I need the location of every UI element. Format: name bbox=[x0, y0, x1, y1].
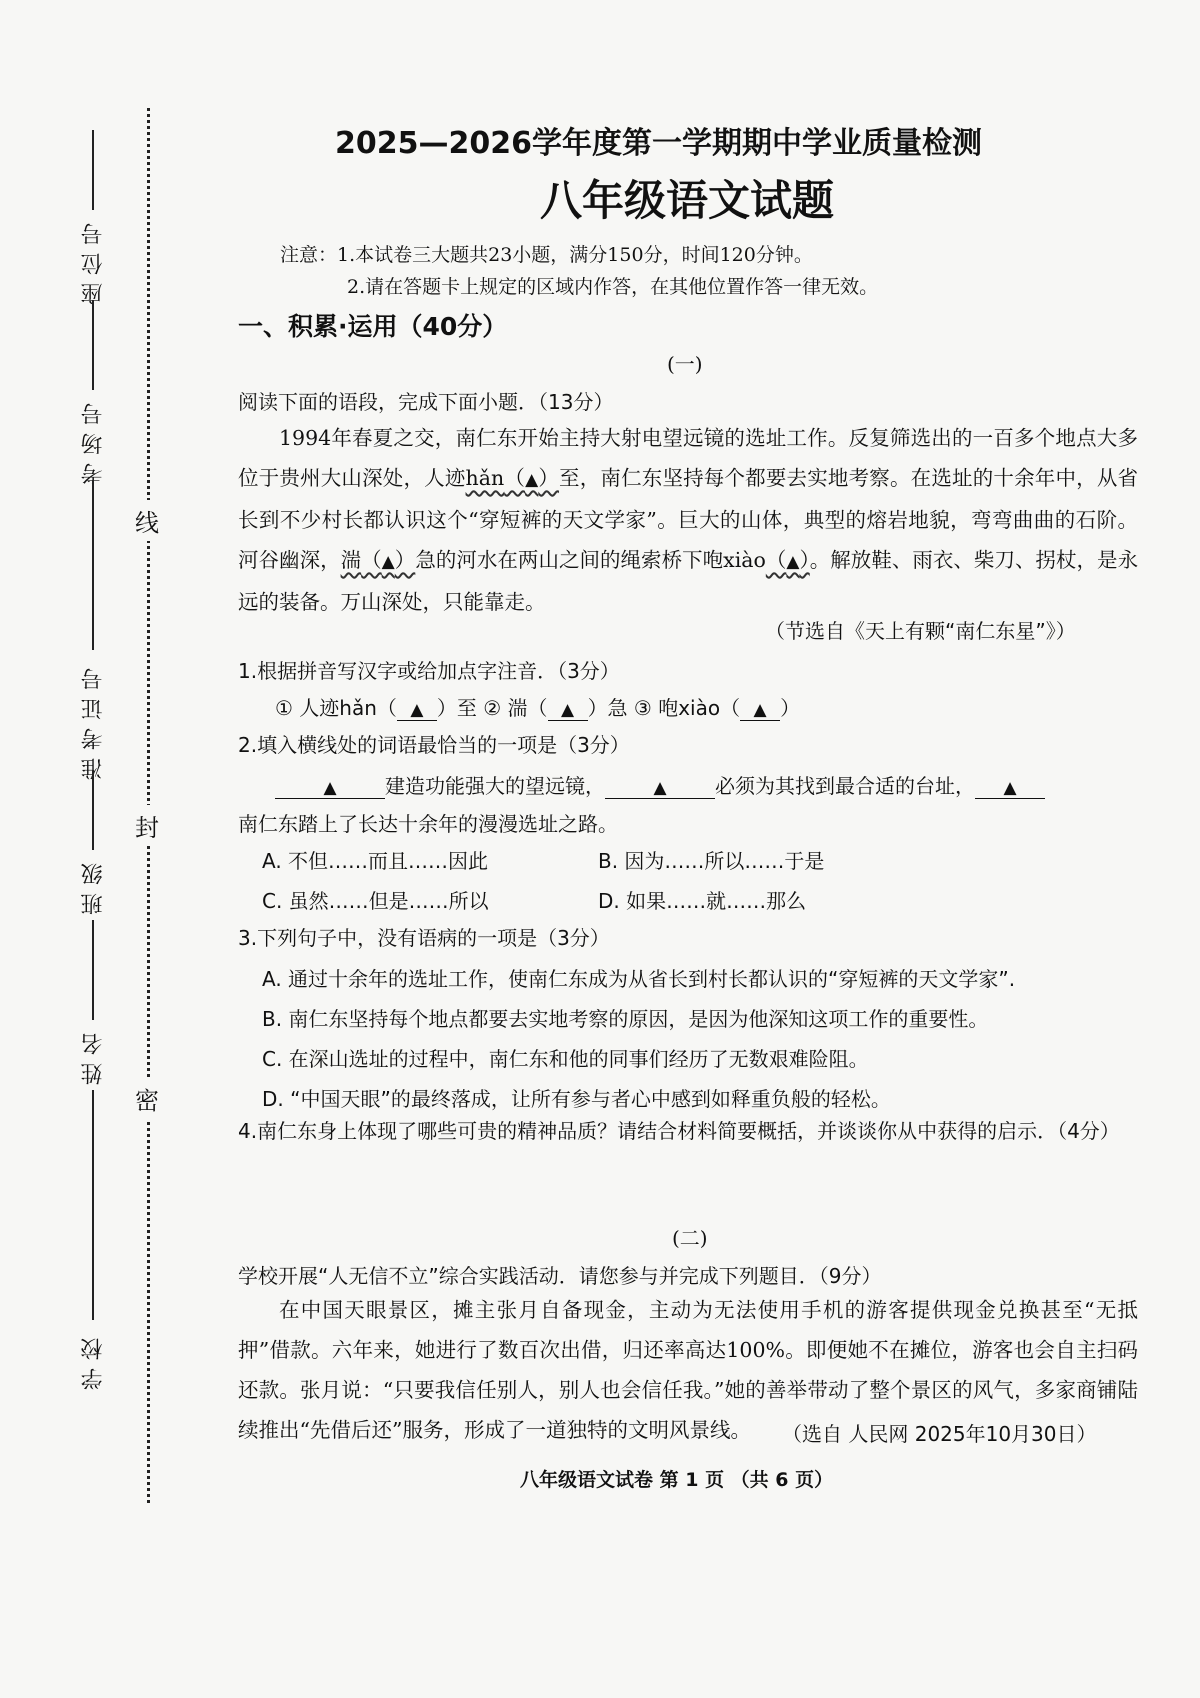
q2-option-a[interactable]: A. 不但……而且……因此 bbox=[262, 849, 489, 873]
section-heading: 一、积累·运用（40分） bbox=[238, 312, 508, 341]
exam-subtitle: 八年级语文试题 bbox=[540, 176, 835, 225]
part2-source: （选自 人民网 2025年10月30日） bbox=[782, 1422, 1097, 1446]
q3-option-c[interactable]: C. 在深山选址的过程中，南仁东和他的同事们经历了无数艰难险阻。 bbox=[262, 1047, 869, 1071]
q2-option-b[interactable]: B. 因为……所以……于是 bbox=[598, 849, 825, 873]
room-number-label: 考场号 bbox=[81, 395, 106, 485]
part1-source: （节选自《天上有颗“南仁东星”》） bbox=[765, 619, 1076, 643]
class-label: 班级 bbox=[81, 855, 106, 915]
char-tuan: 湍 bbox=[340, 548, 362, 572]
name-label: 姓名 bbox=[81, 1025, 106, 1085]
part2-label: (二) bbox=[672, 1226, 708, 1250]
q2-sentence: ▲ 建造功能强大的望远镜， ▲ 必须为其找到最合适的台址， ▲ bbox=[275, 770, 1045, 799]
pinyin-han: hǎn bbox=[465, 466, 505, 490]
part2-intro: 学校开展“人无信不立”综合实践活动．请您参与并完成下列题目．（9分） bbox=[238, 1264, 882, 1288]
q1-items: ① 人迹hǎn（ ▲ ）至 ② 湍（ ▲ ）急 ③ 咆xiào（ ▲ ） bbox=[275, 696, 801, 720]
q1-stem: 1.根据拼音写汉字或给加点字注音．（3分） bbox=[238, 659, 620, 683]
seal-char-seal: 封 bbox=[135, 805, 159, 846]
page-footer: 八年级语文试卷 第 1 页 （共 6 页） bbox=[520, 1469, 834, 1491]
field-line bbox=[92, 770, 94, 850]
q3-stem: 3.下列句子中，没有语病的一项是（3分） bbox=[238, 926, 610, 950]
part1-intro: 阅读下面的语段，完成下面小题．（13分） bbox=[238, 390, 614, 414]
part1-passage: 1994年春夏之交，南仁东开始主持大射电望远镜的选址工作。反复筛选出的一百多个地点大多位于贵州大山深处，人迹hǎn（▲）至，南仁东坚持每个都要去实地考察。在选址的十余年中，从省长到不少村长都认识这个“穿短裤的天文学家”。巨大的山体，典型的熔岩地貌，弯弯曲曲的石阶。河谷幽深，湍（▲）急的河水在两山之间的绳索桥下咆xiào（▲）。解放鞋、雨衣、柴刀、拐杖，是永远的装备。万山深处，只能靠走。 bbox=[238, 426, 1139, 614]
school-label: 学校 bbox=[81, 1330, 106, 1390]
part2-passage: 在中国天眼景区，摊主张月自备现金，主动为无法使用手机的游客提供现金兑换甚至“无抵押”借款。六年来，她进行了数百次出借，归还率高达100%。即便她不在摊位，游客也会自主扫码还款。张月说：“只要我信任别人，别人也会信任我。”她的善举带动了整个景区的风气，多家商铺陆续推出“先借后还”服务，形成了一道独特的文明风景线。 bbox=[238, 1298, 1138, 1442]
field-line bbox=[92, 300, 94, 390]
q2-option-d[interactable]: D. 如果……就……那么 bbox=[598, 889, 807, 913]
seal-char-line: 线 bbox=[135, 500, 159, 541]
q2-sentence-cont: 南仁东踏上了长达十余年的漫漫选址之路。 bbox=[238, 812, 618, 836]
pinyin-xiao: 咆xiào bbox=[702, 548, 766, 572]
field-line bbox=[92, 480, 94, 650]
q3-option-d[interactable]: D. “中国天眼”的最终落成，让所有参与者心中感到如释重负般的轻松。 bbox=[262, 1087, 891, 1111]
field-line bbox=[92, 130, 94, 210]
exam-id-label: 准考证号 bbox=[81, 660, 106, 780]
seat-number-label: 座位号 bbox=[81, 215, 106, 305]
q3-option-a[interactable]: A. 通过十余年的选址工作，使南仁东成为从省长到村长都认识的“穿短裤的天文学家”. bbox=[262, 967, 1016, 991]
q2-option-c[interactable]: C. 虽然……但是……所以 bbox=[262, 889, 489, 913]
q3-option-b[interactable]: B. 南仁东坚持每个地点都要去实地考察的原因，是因为他深知这项工作的重要性。 bbox=[262, 1007, 989, 1031]
note-line-2: 2.请在答题卡上规定的区域内作答，在其他位置作答一律无效。 bbox=[347, 276, 879, 298]
seal-char-secret: 密 bbox=[135, 1078, 159, 1119]
field-line bbox=[92, 920, 94, 1020]
note-line-1: 注意：1.本试卷三大题共23小题，满分150分，时间120分钟。 bbox=[280, 244, 813, 266]
q4-stem: 4.南仁东身上体现了哪些可贵的精神品质？请结合材料简要概括，并谈谈你从中获得的启示．（4分） bbox=[238, 1119, 1120, 1143]
part1-label: (一) bbox=[667, 352, 703, 376]
q2-stem: 2.填入横线处的词语最恰当的一项是（3分） bbox=[238, 733, 630, 757]
field-line bbox=[92, 1090, 94, 1320]
exam-title: 2025—2026学年度第一学期期中学业质量检测 bbox=[335, 126, 982, 161]
